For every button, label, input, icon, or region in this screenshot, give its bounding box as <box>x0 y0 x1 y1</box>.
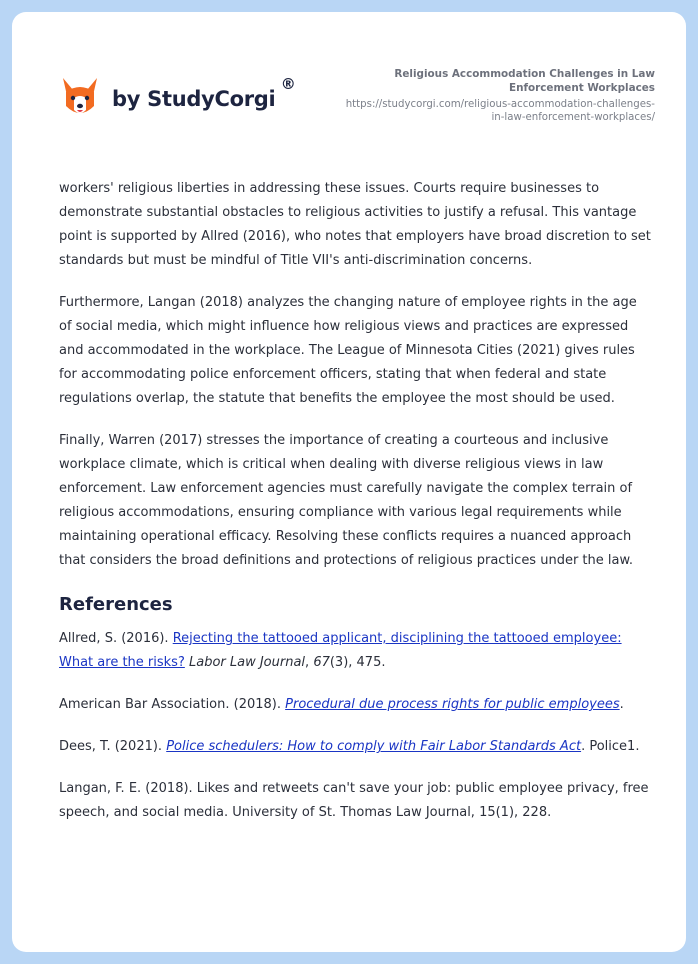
reference-item <box>59 735 653 759</box>
document-url[interactable] <box>305 98 655 124</box>
reference-journal: Labor Law Journal <box>188 655 306 670</box>
brand-text: by StudyCorgi <box>112 87 276 111</box>
reference-suffix: . <box>619 697 624 712</box>
reference-prefix: American Bar Association. (2018). <box>59 697 286 712</box>
body-paragraph: Finally, Warren (2017) stresses the importance of creating a courteous and inclusive workplace climate, which is critical when dealing with diverse religious views in law enforcement. Law enforcement agencies must carefully navigate the complex terrain of religious accommodations, ensuring compliance with various legal requirements while maintaining operational efficacy. Resolving these conflicts requires a nuanced approach that considers the broad definitions and protections of religious practices under the law. <box>59 433 634 568</box>
references-heading: References <box>59 594 173 615</box>
article-content <box>59 177 653 843</box>
studycorgi-logo[interactable] <box>60 75 296 120</box>
reference-item <box>59 627 653 675</box>
document-title-line: Enforcement Workplaces <box>508 82 655 94</box>
reference-prefix: Allred, S. (2016). <box>59 631 173 646</box>
reference-suffix: . Police1. <box>581 739 640 754</box>
document-title <box>305 67 655 95</box>
reference-item: Langan, F. E. (2018). Likes and retweets can't save your job: public employee privacy, free speech, and social media. University of St. Thomas Law Journal, 15(1), 228. <box>59 781 649 820</box>
document-meta <box>305 67 655 124</box>
reference-link[interactable]: Procedural due process rights for public employees <box>285 697 620 712</box>
reference-prefix: Dees, T. (2021). <box>59 739 167 754</box>
reference-link[interactable]: Police schedulers: How to comply with Fair Labor Standards Act <box>166 739 582 754</box>
document-title-line: Religious Accommodation Challenges in Law <box>394 68 655 80</box>
reference-link[interactable]: Rejecting the tattooed applicant, disciplining the tattooed employee: What are the risks? <box>59 631 622 670</box>
reference-item <box>59 693 653 717</box>
body-paragraph: workers' religious liberties in addressing these issues. Courts require businesses to demonstrate substantial obstacles to religious activities to justify a refusal. This vantage point is supported by Allred (2016), who notes that employers have broad discretion to set standards but must be mindful of Title VII's anti-discrimination concerns. <box>59 181 651 268</box>
brand-name <box>112 75 296 111</box>
document-page <box>12 12 686 952</box>
reference-suffix: (3), 475. <box>329 655 386 670</box>
corgi-logo-icon <box>60 76 100 120</box>
reference-separator: , <box>305 655 314 670</box>
reference-volume: 67 <box>313 655 330 670</box>
body-paragraph: Furthermore, Langan (2018) analyzes the changing nature of employee rights in the age of social media, which might influence how religious views and practices are expressed and accommodated in the workplace. The League of Minnesota Cities (2021) gives rules for accommodating police enforcement officers, stating that when federal and state regulations overlap, the statute that benefits the employee the most should be used. <box>59 295 637 406</box>
registered-mark: ® <box>280 75 296 93</box>
document-url-line[interactable]: https://studycorgi.com/religious-accommodation-challenges- <box>345 99 655 110</box>
document-url-line[interactable]: in-law-enforcement-workplaces/ <box>491 112 655 123</box>
